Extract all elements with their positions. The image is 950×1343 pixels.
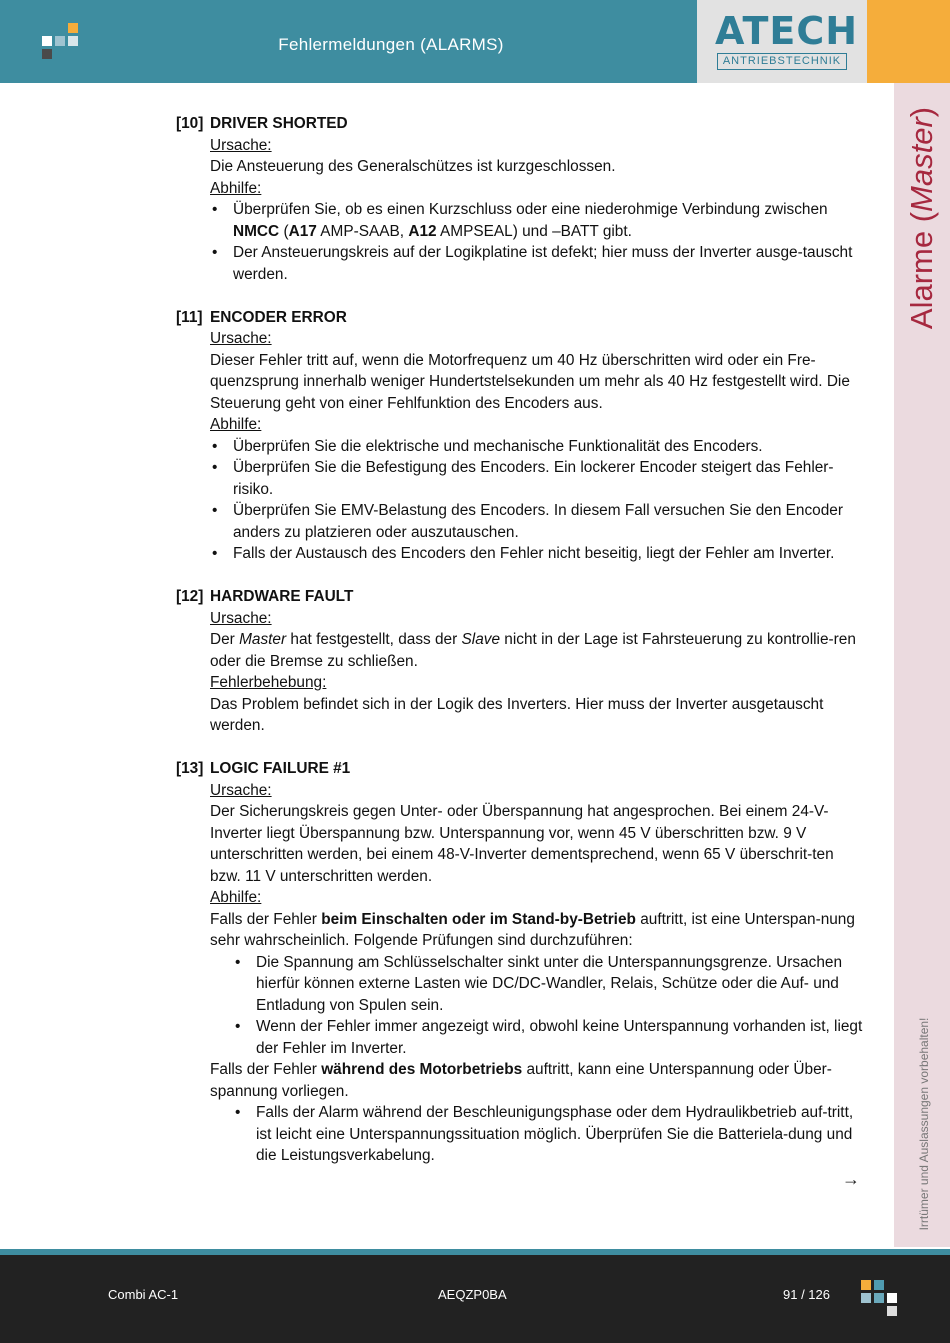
header-title: Fehlermeldungen (ALARMS) <box>278 35 504 54</box>
cause-text: Der Master hat festgestellt, dass der Slave nicht in der Lage ist Fahrsteuerung zu kontrollie-ren oder die Bremse zu schließen. <box>210 631 856 670</box>
list-item: • Überprüfen Sie die elektrische und mechanische Funktionalität des Encoders. <box>210 436 866 458</box>
list-item: • Überprüfen Sie EMV-Belastung des Encoders. In diesem Fall versuchen Sie den Encoder anders zu platzieren oder auszutauschen. <box>210 500 866 543</box>
footer-document-code: AEQZP0BA <box>438 1287 507 1302</box>
fix-label: Abhilfe: <box>210 889 262 906</box>
continue-arrow-icon: → <box>842 1169 860 1189</box>
footer-page-number: 91 / 126 <box>783 1287 830 1302</box>
cause-label: Ursache: <box>210 330 272 347</box>
alarm-heading: [11] ENCODER ERROR <box>176 308 347 326</box>
atech-logo: ATECH <box>715 9 859 53</box>
list-item: • Falls der Austausch des Encoders den Fehler nicht beseitig, liegt der Fehler am Inverter. <box>210 543 866 565</box>
cause-text: Dieser Fehler tritt auf, wenn die Motorfrequenz um 40 Hz überschritten wird oder ein Fre-quenzsprung innerhalb weniger Hundertstelsekunden um mehr als 40 Hz festgestellt wird. Die Steuerung geht von einer Fehlfunktion des Encoders aus. <box>210 351 850 412</box>
cause-label: Ursache: <box>210 781 272 799</box>
alarm-section-11 <box>176 307 866 565</box>
footer-product: Combi AC-1 <box>108 1287 179 1302</box>
fix-label: Fehlerbehebung: <box>210 674 327 691</box>
list-item: • Wenn der Fehler immer angezeigt wird, obwohl keine Unterspannung vorhanden ist, liegt der Fehler im Inverter. <box>233 1016 866 1059</box>
list-item: • Die Spannung am Schlüsselschalter sinkt unter die Unterspannungsgrenze. Ursachen hierfür können externe Lasten wie DC/DC-Wandler, Relais, Schütze oder die Auf- und Entladung von Spulen sein. <box>233 952 866 1017</box>
page-header <box>0 0 950 83</box>
fix-paragraph-motor: Falls der Fehler während des Motorbetriebs auftritt, kann eine Unterspannung oder Über-spannung vorliegen. <box>210 1061 832 1100</box>
cause-label: Ursache: <box>210 136 272 154</box>
list-item: • Falls der Alarm während der Beschleunigungsphase oder dem Hydraulikbetrieb auf-tritt, ist leicht eine Unterspannungssituation möglich. Überprüfen Sie die Batteriela-dung und die Leistungsverkabelung. <box>233 1102 866 1167</box>
header-orange-block <box>867 0 950 83</box>
standby-check-list <box>210 952 866 1060</box>
alarm-heading: [10] DRIVER SHORTED <box>176 115 348 132</box>
atech-logo-subtitle: ANTRIEBSTECHNIK <box>717 53 847 70</box>
main-content <box>176 113 866 1188</box>
cause-text: Die Ansteuerung des Generalschützes ist kurzgeschlossen. <box>210 158 616 175</box>
fix-label: Abhilfe: <box>210 416 262 433</box>
fix-list <box>210 436 866 565</box>
fix-label: Abhilfe: <box>210 179 262 197</box>
alarm-section-12 <box>176 586 866 737</box>
alarm-section-10 <box>176 113 866 285</box>
list-item: • Überprüfen Sie, ob es einen Kurzschluss oder eine niederohmige Verbindung zwischen NMCC (A17 AMP-SAAB, A12 AMPSEAL) und –BATT gibt. <box>210 199 866 242</box>
fix-text: Das Problem befindet sich in der Logik des Inverters. Hier muss der Inverter ausgetauscht werden. <box>210 695 824 734</box>
alarm-section-13 <box>176 758 866 1167</box>
list-item: • Der Ansteuerungskreis auf der Logikplatine ist defekt; hier muss der Inverter ausge-tauscht werden. <box>210 242 866 285</box>
list-item: • Überprüfen Sie die Befestigung des Encoders. Ein lockerer Encoder steigert das Fehler-risiko. <box>210 457 866 500</box>
fix-list <box>210 199 866 285</box>
cause-text: Der Sicherungskreis gegen Unter- oder Überspannung hat angesprochen. Bei einem 24-V-Inverter liegt Überspannung bzw. Unterspannung vor, wenn 45 V überschritten bzw. 9 V unterschritten werden, bei einem 48-V-Inverter dementsprechend, wenn 65 V überschrit-ten bzw. 11 V unterschritten werden. <box>210 803 834 885</box>
alarm-heading: [13] LOGIC FAILURE #1 <box>176 760 351 777</box>
alarm-heading: [12] HARDWARE FAULT <box>176 588 354 605</box>
side-bar-title: Alarme (Master) <box>904 106 939 330</box>
disclaimer-note: Irrtümer und Auslassungen vorbehalten! <box>917 1017 931 1231</box>
fix-paragraph-standby: Falls der Fehler beim Einschalten oder im Stand-by-Betrieb auftritt, ist eine Unterspan-nung sehr wahrscheinlich. Folgende Prüfungen sind durchzuführen: <box>210 910 855 949</box>
cause-label: Ursache: <box>210 609 272 627</box>
motor-check-list <box>210 1102 866 1167</box>
